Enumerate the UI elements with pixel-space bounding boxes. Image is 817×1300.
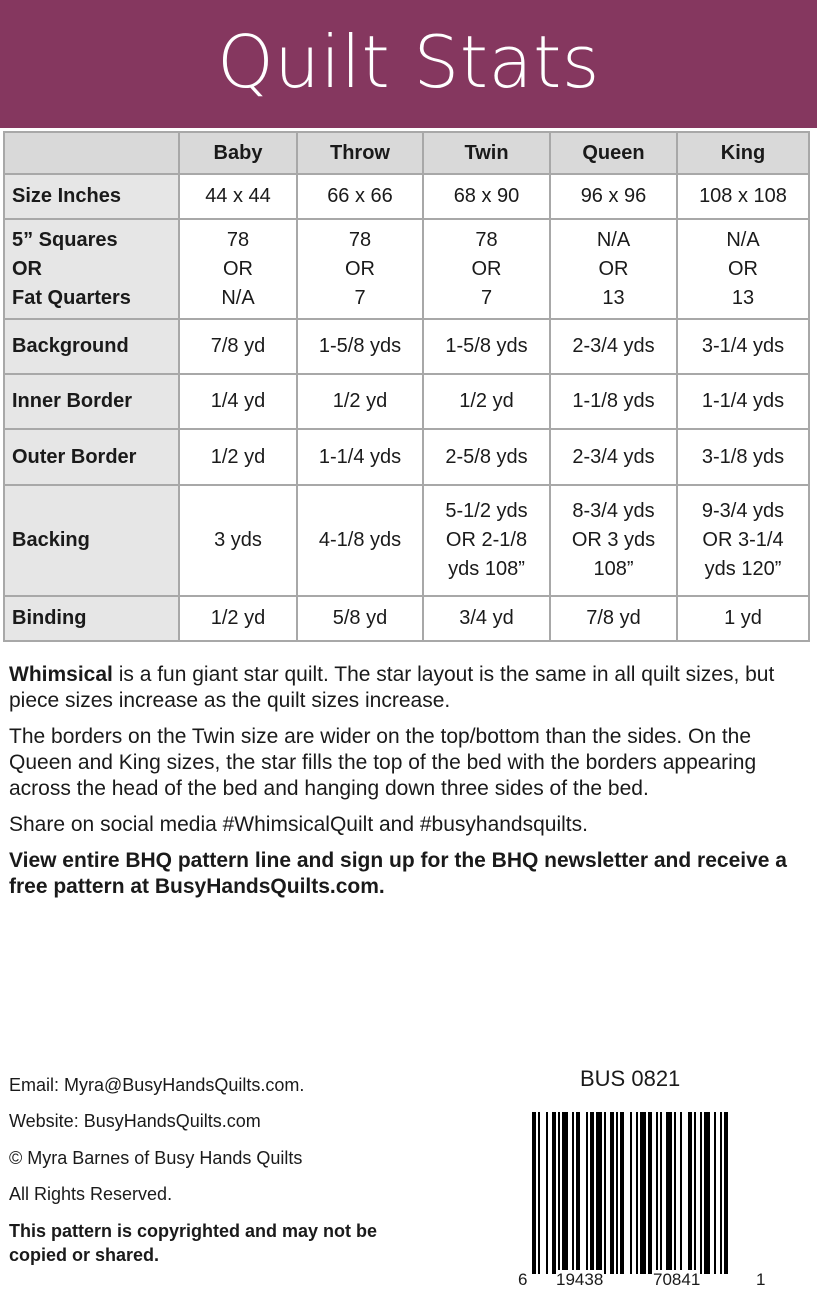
- table-row: [4, 485, 809, 596]
- intro-text: is a fun giant star quilt. The star layout is the same in all quilt sizes, but piece sizes increase as the quilt sizes increase.: [9, 663, 775, 712]
- social-paragraph: Share on social media #WhimsicalQuilt and #busyhandsquilts.: [9, 813, 588, 836]
- cell-line: 13: [602, 286, 625, 309]
- table-corner-cell: [4, 132, 179, 174]
- table-cell: 1/2 yd: [423, 374, 550, 429]
- table-cell: [550, 485, 677, 596]
- column-header: Twin: [423, 132, 550, 174]
- table-row: [4, 319, 809, 374]
- table-cell: [677, 219, 809, 319]
- table-cell: 96 x 96: [550, 174, 677, 219]
- barcode-bar: [558, 1112, 560, 1274]
- cell-line: N/A: [596, 228, 631, 251]
- barcode-digit-group: 19438: [556, 1270, 604, 1289]
- table-cell: 2-5/8 yds: [423, 429, 550, 485]
- barcode-bar: [610, 1112, 614, 1274]
- barcode-bar: [660, 1112, 662, 1274]
- barcode-bar: [538, 1112, 540, 1274]
- row-label: Outer Border: [4, 429, 179, 485]
- table-cell: 66 x 66: [297, 174, 423, 219]
- cell-line: OR 3-1/4: [702, 529, 784, 551]
- website-line: Website: BusyHandsQuilts.com: [9, 1111, 261, 1131]
- cell-line: 5-1/2 yds: [445, 500, 528, 522]
- barcode-bar: [720, 1112, 722, 1274]
- row-label: Inner Border: [4, 374, 179, 429]
- barcode-bar: [620, 1112, 624, 1274]
- rights-line: All Rights Reserved.: [9, 1184, 173, 1204]
- table-cell: 1/2 yd: [297, 374, 423, 429]
- row-label: Size Inches: [4, 174, 179, 219]
- table-cell: 1-5/8 yds: [423, 319, 550, 374]
- page-title: Quilt Stats: [217, 20, 600, 104]
- pattern-name: Whimsical: [9, 663, 113, 686]
- table-cell: 5/8 yd: [297, 596, 423, 641]
- cell-line: N/A: [726, 228, 760, 251]
- quilt-stats-table: [3, 131, 810, 642]
- cell-line: OR 3 yds: [571, 529, 656, 551]
- email-line: Email: Myra@BusyHandsQuilts.com.: [9, 1075, 305, 1095]
- barcode-digit: 1: [756, 1270, 766, 1289]
- barcode-bar: [666, 1112, 672, 1274]
- column-header: King: [677, 132, 809, 174]
- barcode-bar: [562, 1112, 568, 1274]
- cell-line: 78: [475, 228, 498, 251]
- cell-line: 7: [480, 286, 493, 309]
- table-cell: 68 x 90: [423, 174, 550, 219]
- table-cell: 1-1/4 yds: [677, 374, 809, 429]
- row-label: Binding: [4, 596, 179, 641]
- barcode-bar: [532, 1112, 536, 1274]
- cell-line: 78: [348, 228, 372, 251]
- table-cell: 1-1/8 yds: [550, 374, 677, 429]
- table-cell: 108 x 108: [677, 174, 809, 219]
- cell-line: 9-3/4 yds: [701, 500, 785, 522]
- barcode-bar: [546, 1112, 548, 1274]
- table-cell: 1/2 yd: [179, 429, 297, 485]
- table-cell: [297, 219, 423, 319]
- row-label-line: 5” Squares: [12, 228, 118, 251]
- cell-line: OR: [345, 257, 375, 280]
- table-row: [4, 174, 809, 219]
- cell-line: 3 yds: [214, 529, 262, 551]
- row-label: Background: [4, 319, 179, 374]
- table-cell: [179, 485, 297, 596]
- barcode-bar: [576, 1112, 580, 1274]
- table-cell: 2-3/4 yds: [550, 429, 677, 485]
- table-cell: [423, 219, 550, 319]
- copyright-line: © Myra Barnes of Busy Hands Quilts: [9, 1148, 303, 1168]
- row-label-line: OR: [12, 257, 42, 280]
- table-cell: [179, 219, 297, 319]
- table-cell: 1-1/4 yds: [297, 429, 423, 485]
- table-cell: [297, 485, 423, 596]
- cell-line: 8-3/4 yds: [572, 500, 655, 522]
- barcode-digit: 6: [518, 1270, 528, 1289]
- cell-line: OR 2-1/8: [445, 529, 528, 551]
- table-row: [4, 219, 809, 319]
- column-header: Baby: [179, 132, 297, 174]
- barcode-bar: [552, 1112, 556, 1274]
- table-cell: 1/2 yd: [179, 596, 297, 641]
- barcode-bar: [674, 1112, 676, 1274]
- barcode-bar: [714, 1112, 716, 1274]
- barcode-bar: [648, 1112, 652, 1274]
- cell-line: 13: [731, 286, 755, 309]
- barcode-bar: [688, 1112, 692, 1274]
- barcode-bar: [680, 1112, 682, 1274]
- barcode-bar: [604, 1112, 606, 1274]
- table-cell: 3-1/8 yds: [677, 429, 809, 485]
- column-header: Throw: [297, 132, 423, 174]
- cell-line: N/A: [221, 286, 255, 309]
- table-cell: 1/4 yd: [179, 374, 297, 429]
- cell-line: OR: [223, 257, 253, 280]
- barcode-bar: [596, 1112, 602, 1274]
- product-code: BUS 0821: [580, 1066, 681, 1091]
- table-cell: 1-5/8 yds: [297, 319, 423, 374]
- barcode-digit-group: 70841: [653, 1270, 701, 1289]
- cell-line: OR: [728, 257, 758, 280]
- cell-line: 78: [226, 228, 250, 251]
- header-banner: [0, 0, 817, 128]
- copyright-notice: This pattern is copyrighted and may not be copied or shared.: [9, 1221, 378, 1265]
- barcode-bar: [590, 1112, 594, 1274]
- column-header: Queen: [550, 132, 677, 174]
- table-cell: [677, 485, 809, 596]
- table-header-row: [4, 132, 809, 174]
- barcode-bar: [616, 1112, 618, 1274]
- row-label: Backing: [4, 485, 179, 596]
- table-cell: 7/8 yd: [179, 319, 297, 374]
- row-label-line: Fat Quarters: [12, 286, 131, 309]
- barcode-image: [530, 1112, 770, 1274]
- newsletter-paragraph: View entire BHQ pattern line and sign up for the BHQ newsletter and receive a free pattern at BusyHandsQuilts.com.: [9, 849, 787, 898]
- barcode-bar: [640, 1112, 646, 1274]
- table-cell: 1 yd: [677, 596, 809, 641]
- table-cell: 44 x 44: [179, 174, 297, 219]
- row-label: [4, 219, 179, 319]
- barcode-bar: [704, 1112, 710, 1274]
- pattern-description: [9, 662, 809, 910]
- table-cell: [423, 485, 550, 596]
- table-cell: 3/4 yd: [423, 596, 550, 641]
- barcode-bar: [630, 1112, 632, 1274]
- cell-line: 108”: [593, 558, 634, 580]
- table-cell: [550, 219, 677, 319]
- table-cell: 3-1/4 yds: [677, 319, 809, 374]
- barcode-bar: [694, 1112, 696, 1274]
- barcode-bar: [724, 1112, 728, 1274]
- table-cell: 2-3/4 yds: [550, 319, 677, 374]
- cell-line: 4-1/8 yds: [318, 529, 402, 551]
- table-row: [4, 374, 809, 429]
- barcode-bar: [656, 1112, 658, 1274]
- barcode-bar: [636, 1112, 638, 1274]
- borders-paragraph: The borders on the Twin size are wider on the top/bottom than the sides. On the Queen and King sizes, the star fills the top of the bed with the borders appearing across the head of the bed and hanging down three sides of the bed.: [9, 725, 757, 800]
- cell-line: OR: [598, 257, 629, 280]
- barcode-bar: [572, 1112, 574, 1274]
- barcode-bar: [586, 1112, 588, 1274]
- cell-line: 7: [354, 286, 366, 309]
- intro-paragraph: [9, 662, 809, 714]
- table-row: [4, 429, 809, 485]
- cell-line: yds 120”: [704, 558, 782, 580]
- table-cell: 7/8 yd: [550, 596, 677, 641]
- table-row: [4, 596, 809, 641]
- barcode-bar: [700, 1112, 702, 1274]
- cell-line: OR: [471, 257, 502, 280]
- cell-line: yds 108”: [448, 558, 525, 580]
